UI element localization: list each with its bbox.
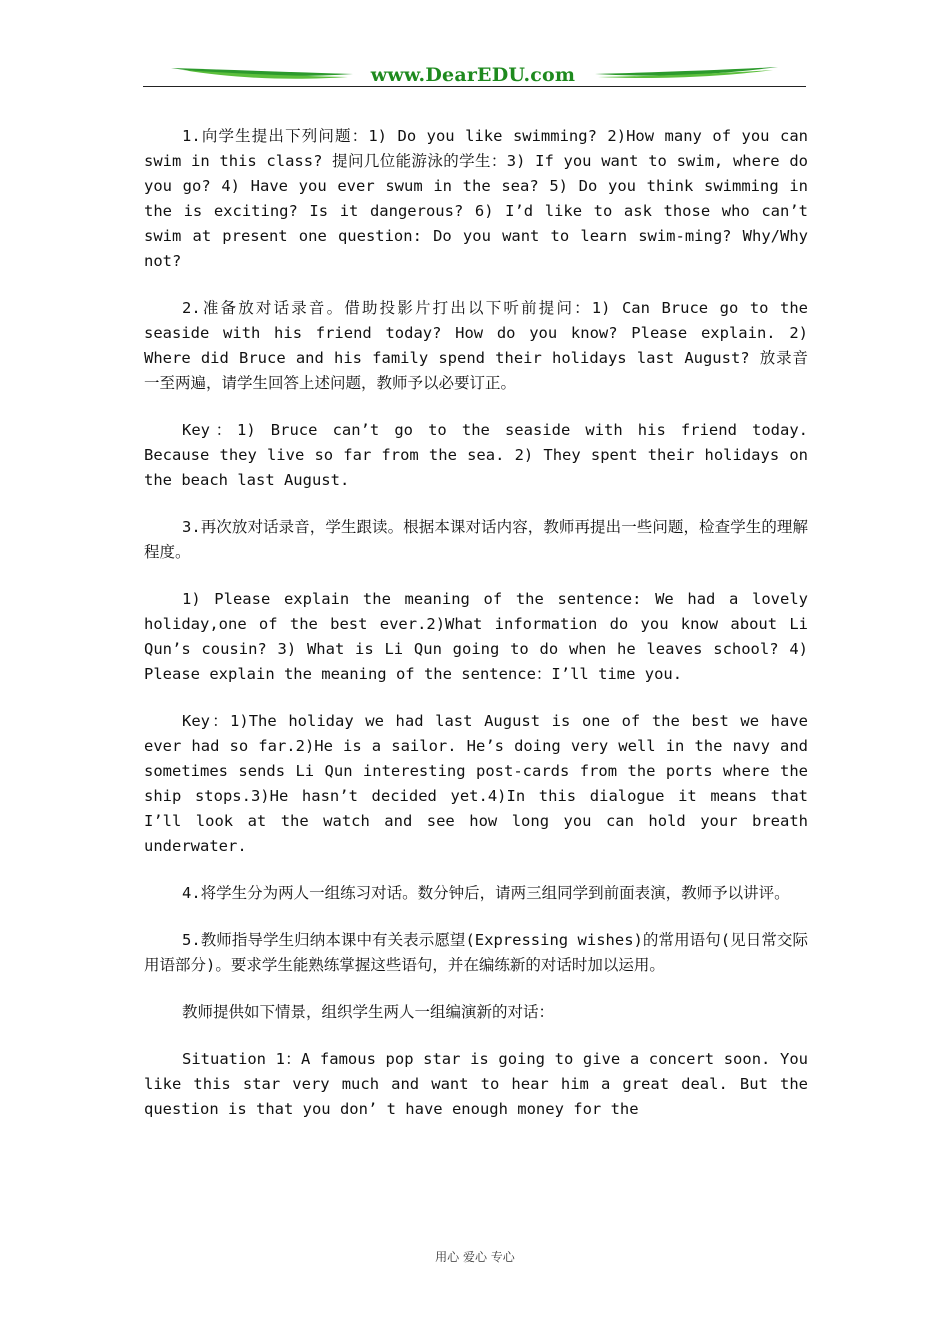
- paragraph-8: 5.教师指导学生归纳本课中有关表示愿望(Expressing wishes)的常用语句(见日常交际用语部分)。要求学生能熟练掌握这些语句，并在编练新的对话时加以运用。: [144, 931, 808, 974]
- paragraph-10: Situation 1：A famous pop star is going to give a concert soon. You like this star very much and want to hear him a great deal. But the question is that you don’ t have enough money for the: [144, 1050, 808, 1118]
- paragraph-5: 1) Please explain the meaning of the sentence: We had a lovely holiday,one of the best ever.2)What information do you know about Li Qun’s cousin? 3) What is Li Qun going to do when he leaves school? 4) Please explain the meaning of the sentence：I’ll time you.: [144, 590, 808, 683]
- paragraph-2: 2.准备放对话录音。借助投影片打出以下听前提问：1) Can Bruce go to the seaside with his friend today? How do you know? Please explain. 2) Where did Bruce and his family spend their holidays last August? 放录音一至两遍，请学生回答上述问题，教师予以必要订正。: [144, 299, 808, 392]
- paragraph-9: 教师提供如下情景，组织学生两人一组编演新的对话：: [182, 1003, 555, 1021]
- paragraph-6: Key：1)The holiday we had last August is one of the best we have ever had so far.2)He is a sailor. He’s doing very well in the navy and sometimes sends Li Qun interesting post-cards from the ports where the ship stops.3)He hasn’t decided yet.4)In this dialogue it means that I’ll look at the watch and see how long you can hold your breath underwater.: [144, 712, 808, 855]
- header-divider: [143, 86, 806, 87]
- paragraph-1: 1.向学生提出下列问题：1) Do you like swimming? 2)How many of you can swim in this class? 提问几位能游泳的学生：3) If you want to swim, where do you go? 4) Have you ever swum in the sea? 5) Do you think swimming in the is exciting? Is it dangerous? 6) I’d like to ask those who can’t swim at present one question: Do you want to learn swim-ming? Why/Why not?: [144, 127, 808, 270]
- paragraph-4: 3.再次放对话录音，学生跟读。根据本课对话内容，教师再提出一些问题，检查学生的理解程度。: [144, 518, 808, 561]
- site-name: www.DearEDU.com: [370, 64, 576, 86]
- page-header: [143, 58, 806, 90]
- page-footer: 用心 爱心 专心: [435, 1250, 515, 1264]
- paragraph-3: Key：1) Bruce can’t go to the seaside with his friend today. Because they live so far from the sea. 2) They spent their holidays on the beach last August.: [144, 421, 808, 489]
- paragraph-7: 4.将学生分为两人一组练习对话。数分钟后，请两三组同学到前面表演，教师予以讲评。: [182, 884, 790, 902]
- document-body: [144, 124, 808, 1144]
